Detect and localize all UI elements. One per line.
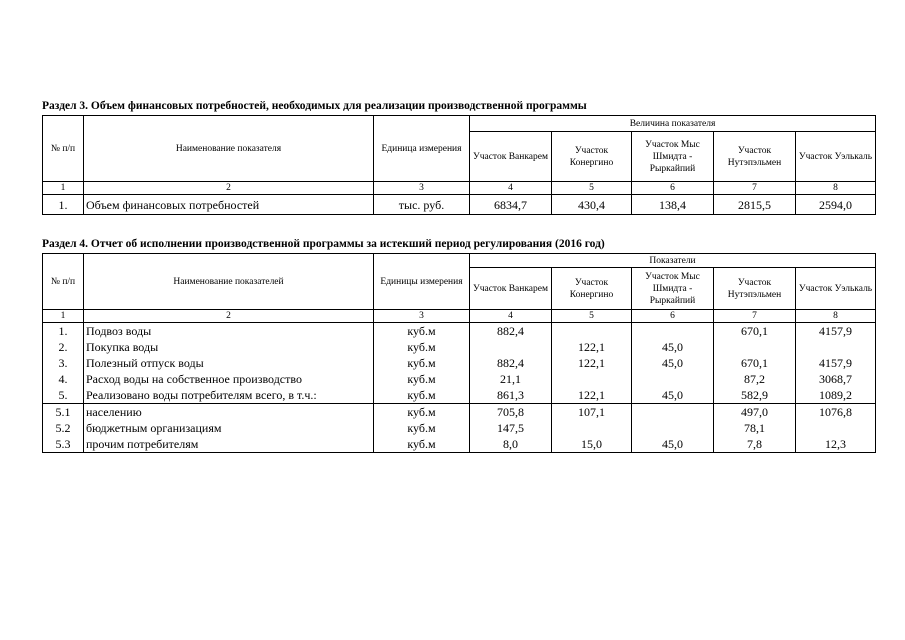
index-cell: 8 <box>796 182 876 195</box>
row-value: 8,0 <box>470 436 552 453</box>
row-value: 15,0 <box>552 436 632 453</box>
row-value <box>796 420 876 436</box>
row-num: 1. <box>43 195 84 215</box>
table-row <box>43 404 876 421</box>
index-cell: 5 <box>552 182 632 195</box>
table-row <box>43 355 876 371</box>
header-col-5: Участок Уэлькаль <box>796 132 876 182</box>
row-value: 122,1 <box>552 355 632 371</box>
row-value: 1076,8 <box>796 404 876 421</box>
table-row <box>43 420 876 436</box>
index-cell: 6 <box>632 182 714 195</box>
row-value: 882,4 <box>470 355 552 371</box>
row-num: 5.2 <box>43 420 84 436</box>
header-col-1: Участок Ванкарем <box>470 268 552 310</box>
row-value: 430,4 <box>552 195 632 215</box>
row-value: 3068,7 <box>796 371 876 387</box>
row-unit: куб.м <box>374 371 470 387</box>
header-group: Величина показателя <box>470 116 876 132</box>
row-value: 12,3 <box>796 436 876 453</box>
row-value <box>632 323 714 340</box>
row-unit: куб.м <box>374 420 470 436</box>
row-num: 2. <box>43 339 84 355</box>
header-group: Показатели <box>470 254 876 268</box>
row-value: 4157,9 <box>796 355 876 371</box>
row-value: 670,1 <box>714 355 796 371</box>
row-unit: куб.м <box>374 436 470 453</box>
table-row <box>43 387 876 404</box>
row-value: 705,8 <box>470 404 552 421</box>
row-name: Покупка воды <box>84 339 374 355</box>
header-col-5: Участок Уэлькаль <box>796 268 876 310</box>
index-cell: 3 <box>374 182 470 195</box>
row-unit: куб.м <box>374 387 470 404</box>
row-value: 670,1 <box>714 323 796 340</box>
index-cell: 2 <box>84 182 374 195</box>
index-row <box>43 182 876 195</box>
row-num: 3. <box>43 355 84 371</box>
index-cell: 7 <box>714 310 796 323</box>
row-num: 1. <box>43 323 84 340</box>
header-unit: Единицы измерения <box>374 254 470 310</box>
row-value: 582,9 <box>714 387 796 404</box>
header-col-3: Участок Мыс Шмидта - Рыркайпий <box>632 132 714 182</box>
row-value: 497,0 <box>714 404 796 421</box>
row-name: Полезный отпуск воды <box>84 355 374 371</box>
row-name: Расход воды на собственное производство <box>84 371 374 387</box>
header-col-2: Участок Конергино <box>552 268 632 310</box>
row-value <box>632 404 714 421</box>
header-col-4: Участок Нутэпэльмен <box>714 268 796 310</box>
row-value: 122,1 <box>552 387 632 404</box>
table-row <box>43 323 876 340</box>
table-row <box>43 371 876 387</box>
row-name: Реализовано воды потребителям всего, в т.ч.: <box>84 387 374 404</box>
row-value: 882,4 <box>470 323 552 340</box>
row-unit: куб.м <box>374 404 470 421</box>
row-name: Подвоз воды <box>84 323 374 340</box>
row-value: 147,5 <box>470 420 552 436</box>
index-cell: 8 <box>796 310 876 323</box>
header-num: № п/п <box>43 116 84 182</box>
table-row <box>43 436 876 453</box>
index-cell: 4 <box>470 182 552 195</box>
section-3-title: Раздел 3. Объем финансовых потребностей, необходимых для реализации производственной программы <box>42 100 587 112</box>
row-unit: куб.м <box>374 355 470 371</box>
index-cell: 5 <box>552 310 632 323</box>
row-value <box>632 420 714 436</box>
row-value: 45,0 <box>632 355 714 371</box>
index-cell: 1 <box>43 182 84 195</box>
section-4-title: Раздел 4. Отчет об исполнении производственной программы за истекший период регулирования (2016 год) <box>42 238 605 250</box>
section-3 <box>42 100 873 215</box>
row-value: 2594,0 <box>796 195 876 215</box>
row-num: 5.1 <box>43 404 84 421</box>
index-cell: 3 <box>374 310 470 323</box>
row-value: 861,3 <box>470 387 552 404</box>
section-4-table <box>42 253 876 453</box>
row-num: 4. <box>43 371 84 387</box>
table-row <box>43 195 876 215</box>
index-cell: 7 <box>714 182 796 195</box>
row-value: 7,8 <box>714 436 796 453</box>
row-value: 21,1 <box>470 371 552 387</box>
row-value: 2815,5 <box>714 195 796 215</box>
header-col-1: Участок Ванкарем <box>470 132 552 182</box>
index-cell: 6 <box>632 310 714 323</box>
index-row <box>43 310 876 323</box>
header-name: Наименование показателей <box>84 254 374 310</box>
row-value: 138,4 <box>632 195 714 215</box>
section-4-rows <box>43 323 876 453</box>
row-value: 122,1 <box>552 339 632 355</box>
row-value <box>632 371 714 387</box>
header-name: Наименование показателя <box>84 116 374 182</box>
row-value: 107,1 <box>552 404 632 421</box>
section-4 <box>42 238 873 453</box>
section-3-table <box>42 115 876 215</box>
row-value <box>470 339 552 355</box>
row-value: 45,0 <box>632 387 714 404</box>
row-value: 4157,9 <box>796 323 876 340</box>
row-num: 5. <box>43 387 84 404</box>
header-unit: Единица измерения <box>374 116 470 182</box>
row-unit: куб.м <box>374 323 470 340</box>
row-value: 1089,2 <box>796 387 876 404</box>
row-value: 78,1 <box>714 420 796 436</box>
row-num: 5.3 <box>43 436 84 453</box>
row-value: 45,0 <box>632 436 714 453</box>
row-value: 6834,7 <box>470 195 552 215</box>
row-value: 87,2 <box>714 371 796 387</box>
row-unit: тыс. руб. <box>374 195 470 215</box>
index-cell: 1 <box>43 310 84 323</box>
row-value <box>552 420 632 436</box>
header-col-3: Участок Мыс Шмидта - Рыркайпий <box>632 268 714 310</box>
table-row <box>43 339 876 355</box>
row-value <box>552 323 632 340</box>
header-col-2: Участок Конергино <box>552 132 632 182</box>
header-num: № п/п <box>43 254 84 310</box>
row-value <box>552 371 632 387</box>
row-name: бюджетным организациям <box>84 420 374 436</box>
index-cell: 2 <box>84 310 374 323</box>
row-value <box>714 339 796 355</box>
row-name: Объем финансовых потребностей <box>84 195 374 215</box>
header-col-4: Участок Нутэпэльмен <box>714 132 796 182</box>
row-value <box>796 339 876 355</box>
row-name: прочим потребителям <box>84 436 374 453</box>
index-cell: 4 <box>470 310 552 323</box>
row-name: населению <box>84 404 374 421</box>
row-unit: куб.м <box>374 339 470 355</box>
row-value: 45,0 <box>632 339 714 355</box>
